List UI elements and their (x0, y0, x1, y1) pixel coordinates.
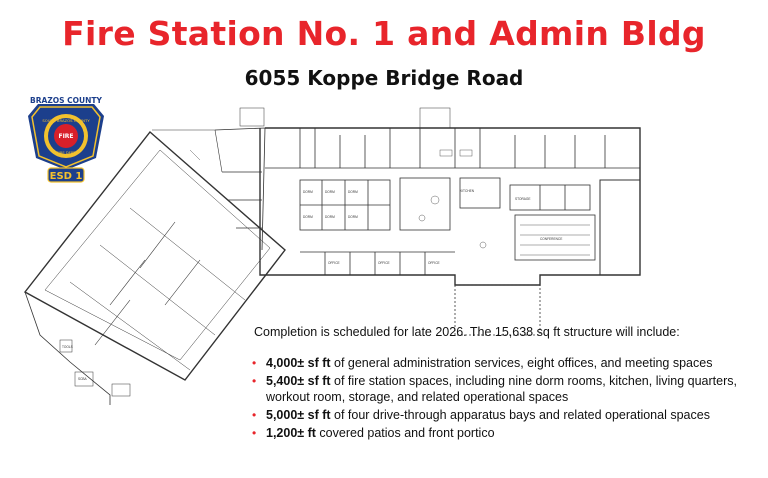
list-item (250, 373, 750, 405)
logo-dept-text: FIRE DEPT (56, 151, 76, 155)
list-item (250, 425, 750, 441)
plan-label: OFFICE (428, 261, 440, 265)
list-item (250, 407, 750, 423)
plan-label: DORM (348, 215, 358, 219)
plan-label: SCBA (78, 377, 87, 381)
plan-label: DORM (325, 215, 335, 219)
page-title: Fire Station No. 1 and Admin Bldg (62, 14, 706, 53)
item-text: of four drive-through apparatus bays and related operational spaces (330, 408, 710, 422)
item-text: of fire station spaces, including nine dorm rooms, kitchen, living quarters, workout room, storage, and related operational spaces (266, 374, 737, 404)
item-area: 4,000± sf ft (266, 356, 331, 370)
item-area: 1,200± ft (266, 426, 316, 440)
list-item (250, 355, 750, 371)
plan-label: STORAGE (515, 197, 531, 201)
logo-outer-text: BRAZOS COUNTY (30, 96, 102, 105)
plan-label: DORM (325, 190, 335, 194)
item-area: 5,000± sf ft (266, 408, 331, 422)
logo-inner-text: SOUTH BRAZOS COUNTY (42, 118, 90, 123)
plan-label: OFFICE (328, 261, 340, 265)
plan-label: KITCHEN (460, 189, 474, 193)
plan-label: CONFERENCE (540, 237, 563, 241)
address-subtitle: 6055 Koppe Bridge Road (244, 66, 524, 90)
plan-label: OFFICE (378, 261, 390, 265)
item-text: covered patios and front portico (315, 426, 495, 440)
completion-text: Completion is scheduled for late 2026. The 15,638 sq ft structure will include: (254, 325, 680, 339)
feature-list (250, 355, 750, 443)
plan-label: DORM (348, 190, 358, 194)
logo-center-text: FIRE (58, 133, 74, 140)
plan-label: DORM (303, 215, 313, 219)
logo-banner-text: ESD 1 (49, 171, 83, 182)
brazos-county-esd1-logo (20, 96, 112, 186)
item-text: of general administration services, eight offices, and meeting spaces (330, 356, 713, 370)
plan-label: TOOLS (62, 345, 73, 349)
plan-label: DORM (303, 190, 313, 194)
item-area: 5,400± sf ft (266, 374, 331, 388)
